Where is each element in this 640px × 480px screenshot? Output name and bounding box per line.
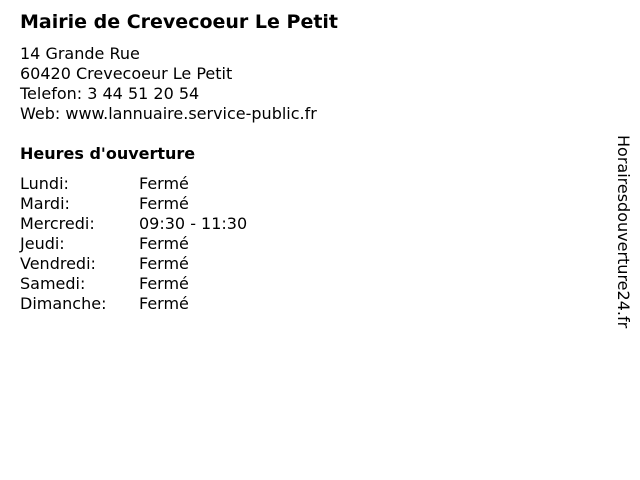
website-link[interactable]: Web: www.lannuaire.service-public.fr [20,104,317,123]
hours-time: Fermé [139,234,189,253]
hours-day: Dimanche: [20,294,107,313]
hours-row [20,254,247,274]
hours-day: Samedi: [20,274,86,293]
hours-time: Fermé [139,274,189,293]
hours-row [20,174,247,194]
page-title: Mairie de Crevecoeur Le Petit [20,11,339,33]
hours-time: 09:30 - 11:30 [139,214,248,233]
hours-heading: Heures d'ouverture [20,144,196,163]
hours-day: Mardi: [20,194,70,213]
hours-row [20,274,247,294]
hours-time: Fermé [139,174,189,193]
hours-day: Vendredi: [20,254,96,273]
hours-time: Fermé [139,254,189,273]
hours-row [20,234,247,254]
hours-day: Lundi: [20,174,69,193]
hours-time: Fermé [139,294,189,313]
hours-row [20,194,247,214]
opening-hours-list [20,174,247,314]
city-postcode: 60420 Crevecoeur Le Petit [20,64,233,83]
hours-day: Mercredi: [20,214,95,233]
hours-day: Jeudi: [20,234,65,253]
phone-number: Telefon: 3 44 51 20 54 [20,84,200,103]
hours-row [20,214,247,234]
address-block [20,44,317,124]
hours-time: Fermé [139,194,189,213]
hours-row [20,294,247,314]
site-watermark: Horairesdouverture24.fr [614,135,633,329]
street-address: 14 Grande Rue [20,44,140,63]
